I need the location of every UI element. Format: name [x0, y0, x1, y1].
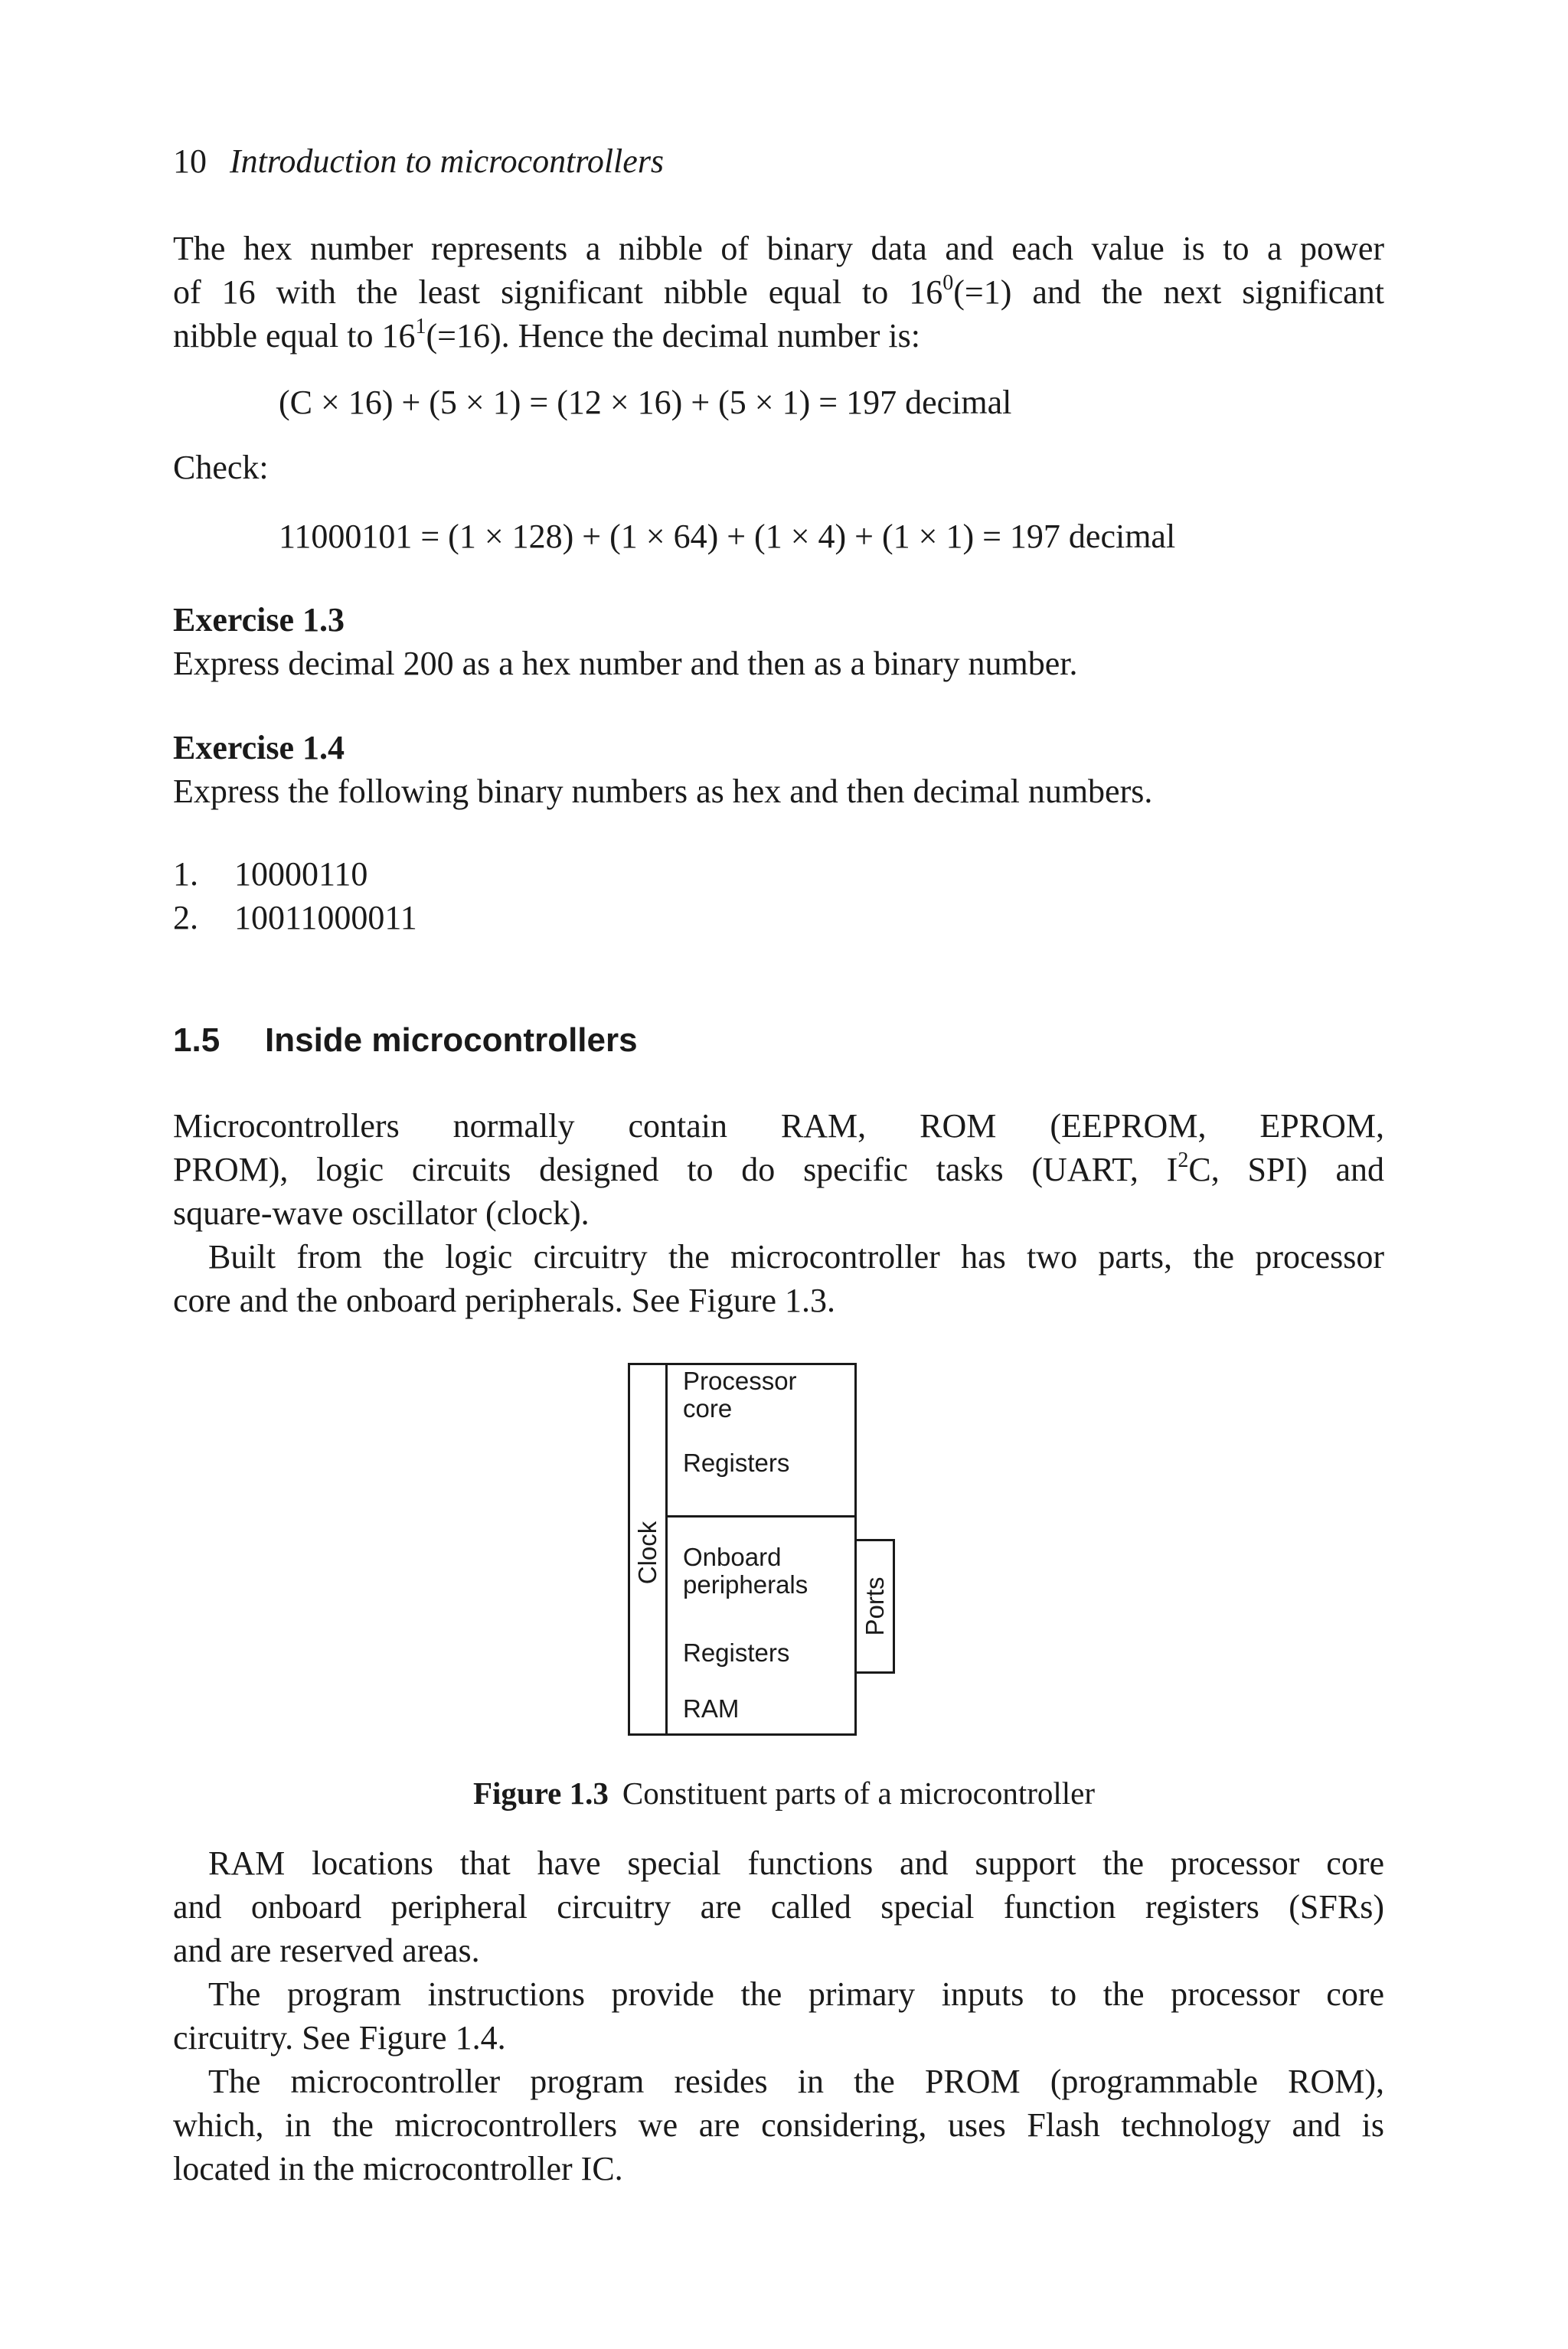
processor-core-label: Processor core: [683, 1367, 797, 1423]
exercise-1-4-list: [173, 852, 417, 939]
check-label: Check:: [173, 449, 269, 486]
clock-box: [628, 1363, 668, 1736]
section-title: Inside microcontrollers: [265, 1021, 638, 1059]
para3-line-3: and are reserved areas.: [173, 1932, 480, 1969]
onboard-peripherals-box: [665, 1515, 857, 1736]
para5-line-1: The microcontroller program resides in the PROM (programmable ROM),: [208, 2063, 1384, 2100]
para1-line-3: square-wave oscillator (clock).: [173, 1194, 590, 1232]
para4-line-2: circuitry. See Figure 1.4.: [173, 2019, 506, 2057]
ports-box: [854, 1539, 895, 1674]
exercise-1-3-text: Express decimal 200 as a hex number and then as a binary number.: [173, 645, 1078, 682]
clock-label: Clock: [633, 1521, 662, 1585]
equation-hex-to-decimal: (C × 16) + (5 × 1) = (12 × 16) + (5 × 1) = 197 decimal: [279, 384, 1012, 421]
para1-line-2: PROM), logic circuits designed to do specific tasks (UART, $I^2C$, SPI) and: [173, 1148, 1384, 1188]
paragraph-1: [173, 1104, 1384, 1235]
exercise-1-3: [173, 598, 1078, 685]
exercise-1-3-title: Exercise 1.3: [173, 601, 345, 639]
para2-line-1: Built from the logic circuitry the microcontroller has two parts, the processor: [208, 1238, 1384, 1276]
para1-line-1: Microcontrollers normally contain RAM, ROM (EEPROM, EPROM,: [173, 1107, 1384, 1145]
list-item: 2. 10011000011: [173, 899, 417, 936]
processor-core-box: [665, 1363, 857, 1518]
figure-caption-label: Figure 1.3: [472, 1776, 609, 1811]
section-heading: [173, 1018, 638, 1062]
figure-caption: [0, 1772, 1568, 1815]
ports-label: Ports: [861, 1576, 889, 1636]
section-number: 1.5: [173, 1021, 220, 1059]
equation-binary-check: 11000101 = (1 × 128) + (1 × 64) + (1 × 4) + (1 × 1) = 197 decimal: [279, 518, 1176, 555]
para5-line-2: which, in the microcontrollers we are considering, uses Flash technology and is: [173, 2106, 1384, 2144]
paragraph-3: [173, 1841, 1384, 1972]
intro-paragraph: [173, 227, 1384, 358]
paragraph-4: [173, 1972, 1384, 2060]
para5-line-3: located in the microcontroller IC.: [173, 2150, 623, 2187]
intro-line-3: nibble equal to $16^1(=16)$. Hence the decimal number is:: [173, 315, 920, 354]
list-item: 1. 10000110: [173, 855, 368, 893]
paragraph-2: [173, 1235, 1384, 1322]
figure-caption-text: Constituent parts of a microcontroller: [622, 1776, 1096, 1811]
onboard-peripherals-label: Onboard peripherals: [683, 1543, 808, 1599]
registers-top-label: Registers: [683, 1449, 790, 1477]
para2-line-2: core and the onboard peripherals. See Figure 1.3.: [173, 1282, 836, 1319]
exercise-1-4-title: Exercise 1.4: [173, 729, 345, 766]
exercise-1-4-text: Express the following binary numbers as hex and then decimal numbers.: [173, 773, 1153, 810]
page-number: 10: [173, 142, 207, 180]
para3-line-2: and onboard peripheral circuitry are called special function registers (SFRs): [173, 1888, 1384, 1926]
intro-line-1: The hex number represents a nibble of binary data and each value is to a power: [173, 230, 1384, 267]
registers-bottom-label: Registers: [683, 1638, 790, 1667]
running-head-title: Introduction to microcontrollers: [230, 142, 665, 180]
paragraph-5: [173, 2060, 1384, 2191]
para4-line-1: The program instructions provide the primary inputs to the processor core: [208, 1975, 1384, 2013]
ram-label: RAM: [683, 1694, 740, 1723]
para3-line-1: RAM locations that have special functions and support the processor core: [208, 1844, 1384, 1882]
exercise-1-4: [173, 726, 1152, 813]
intro-line-2: of 16 with the least significant nibble equal to $16^0(=1)$ and the next significant: [173, 271, 1385, 311]
running-head: [173, 139, 664, 183]
